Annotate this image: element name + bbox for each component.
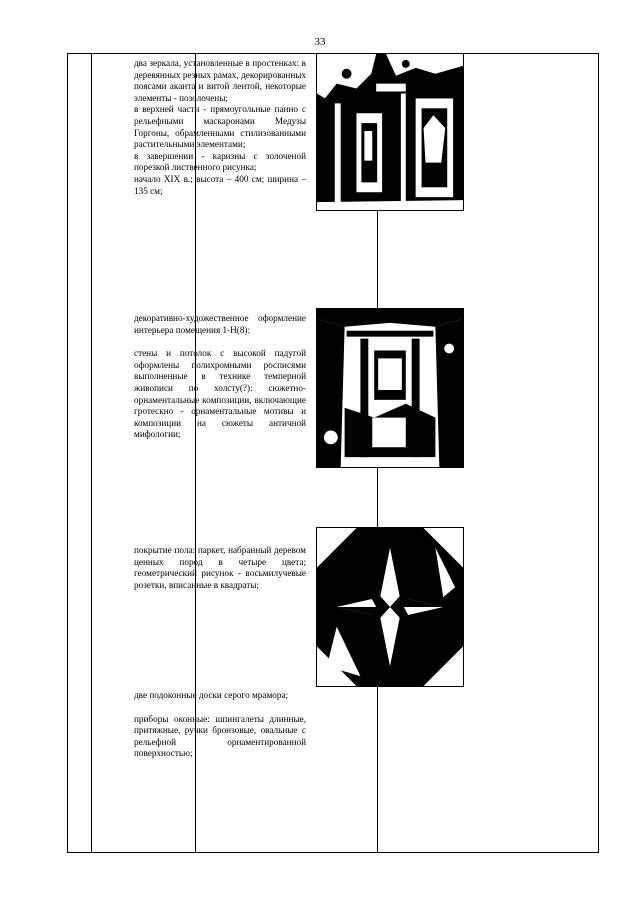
text-block-windows xyxy=(134,690,306,760)
paragraph: покрытие пола: паркет, набранный деревом ценных пород в четыре цвета; геометрический рисунок - восьмилучевые розетки, вписанные в квадраты; xyxy=(134,545,306,590)
parquet-rosette-photo-icon xyxy=(317,528,463,686)
mirror-photo-icon xyxy=(317,54,463,210)
paragraph: начало XIX в.; высота – 400 см; ширина – 135 см; xyxy=(134,173,306,196)
paragraph: приборы оконные: шпингалеты длинные, притяжные, ручки бронзовые, овальные с рельефной орнаментированной поверхностью; xyxy=(134,713,306,759)
painted-ceiling-photo xyxy=(316,308,464,468)
paragraph: в верхней части - прямоугольные панно с рельефными маскаронами Медузы Горгоны, обрамленными стилизованными растительными элементами; xyxy=(134,104,306,150)
text-block-interior xyxy=(134,313,306,441)
paragraph: два зеркала, установленные в простенках: в деревянных резных рамах, декорированных поясами аканта и витой лентой, некоторые элементы - позолочены; xyxy=(134,58,306,103)
paragraph: две подоконные доски серого мрамора; xyxy=(134,690,289,700)
paragraph: декоративно-художественное оформление интерьера помещения 1-Н(8): xyxy=(134,313,306,335)
painted-ceiling-photo-icon xyxy=(317,309,463,467)
mirror-photo xyxy=(316,53,464,211)
text-block-mirrors xyxy=(134,58,306,197)
parquet-rosette-photo xyxy=(316,527,464,687)
page-number: 33 xyxy=(314,36,326,48)
text-block-floor xyxy=(134,545,306,591)
paragraph: в завершении - каризны с золоченой порезкой лиственного рисунка; xyxy=(134,150,306,173)
column-divider xyxy=(91,54,92,852)
paragraph: стены и потолок с высокой падугой оформлены полихромными росписями выполненные в технике темперной живописи по холсту(?): сюжетно-орнаментальные композиции, включающие гротескно - орнаментальные мотивы и композиции на сюжеты античной мифологии; xyxy=(134,348,306,440)
